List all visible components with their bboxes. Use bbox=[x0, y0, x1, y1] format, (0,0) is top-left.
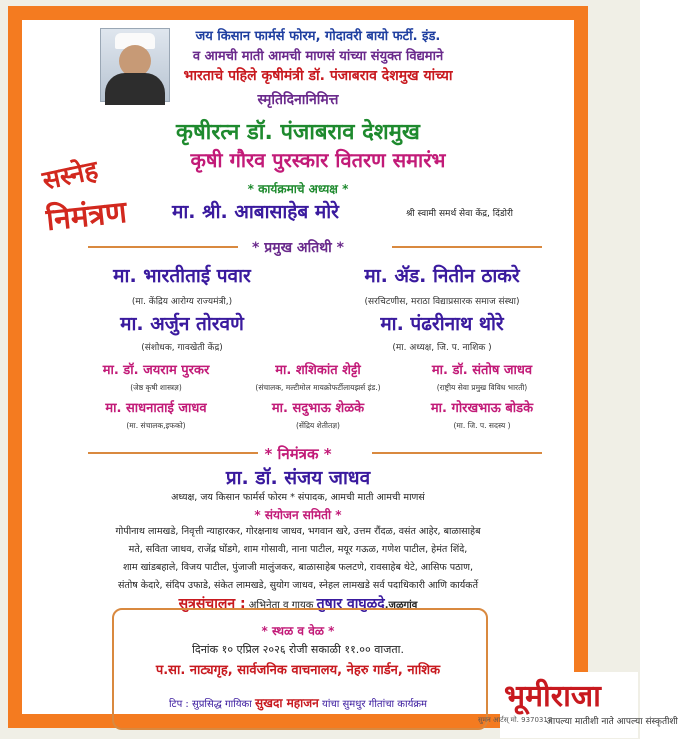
guest-card: मा. शशिकांत शेट्टी (संचालक, मल्टीमोल मायक्रोफर्टीलायझर्स इंड.) bbox=[255, 363, 381, 392]
guest-card: मा. गोरखभाऊ बोडके (मा. जि. प. सदस्य ) bbox=[430, 401, 534, 430]
president-org: श्री स्वामी समर्थ सेवा केंद्र, दिंडोरी bbox=[406, 209, 514, 219]
divider-right bbox=[372, 452, 542, 454]
inviter-role: अध्यक्ष, जय किसान फार्मर्स फोरम * संपादक, आमची माती आमची माणसं bbox=[171, 492, 425, 503]
committee-heading: * संयोजन समिती * bbox=[254, 508, 342, 522]
venue-date: दिनांक १० एप्रिल २०२६ रोजी सकाळी ११.०० वाजता. bbox=[192, 643, 404, 656]
committee-line: मते, सविता जाधव, राजेंद्र घोंडगे, शाम गोसावी, नाना पाटील, मयूर गऊळ, गणेश पाटील, हेमंत शिंदे, bbox=[128, 544, 468, 555]
president-heading: * कार्यक्रमाचे अध्यक्ष * bbox=[247, 182, 349, 196]
committee-line: संतोष केदारे, संदिप उफाडे, संकेत लामखडे, सुयोग जाधव, स्नेहल लामखडे सर्व पदाधिकारी आणि कार्यकर्ते bbox=[117, 580, 478, 591]
anchor-place: ,जळगांव bbox=[384, 600, 418, 611]
header-line-1: जय किसान फार्मर्स फोरम, गोदावरी बायो फर्टी. इंड. bbox=[195, 29, 441, 44]
anchor-label: सुत्रसंचालन : bbox=[178, 596, 246, 612]
guest-card: मा. सदुभाऊ शेळके (सेंद्रिय शेतीतज्ञ) bbox=[271, 401, 365, 430]
guest-card: मा. साधनाताई जाधव (मा. संचालक,इफको) bbox=[105, 401, 207, 430]
header-line-2: व आमची माती आमची माणसं यांच्या संयुक्त विद्यमाने bbox=[192, 49, 444, 64]
committee-line: शाम खांडबहाले, विजय पाटील, पुंजाजी मालुंजकर, बाळासाहेब फलटणे, रावसाहेब थेटे, आसिफ पठाण, bbox=[122, 562, 474, 573]
guest-card: मा. डॉ. जयराम पुरकर (जेष्ठ कृषी शास्त्रज्ञ) bbox=[102, 363, 210, 392]
inviter-heading: * निमंत्रक * bbox=[264, 445, 332, 463]
committee-line: गोपीनाथ लामखडे, निवृत्ती न्याहारकर, गोरक्षनाथ जाधव, भगवान खरे, उत्तम रौंदळ, वसंत आहेर, बाळासाहेब bbox=[115, 526, 481, 537]
venue-note: टिप : सुप्रसिद्ध गायिका सुखदा महाजन यांचा सुमधुर गीतांचा कार्यक्रम bbox=[168, 696, 428, 710]
guest-card: मा. अर्जुन तोरवणे (संशोधक, गावखेती केंद्र) bbox=[120, 313, 244, 353]
bhumiraja-logo: भूमीराजा आपल्या मातीशी नाते आपल्या संस्कृतीशी bbox=[500, 672, 638, 738]
header-line-4: स्मृतिदिनानिमित्त bbox=[257, 92, 339, 108]
venue-heading: * स्थळ व वेळ * bbox=[261, 624, 335, 638]
anchor-name: तुषार वाघुळदे bbox=[316, 596, 385, 612]
guest-card: मा. भारतीताई पवार (मा. केंद्रिय आरोग्य राज्यमंत्री,) bbox=[113, 265, 251, 307]
venue-place: प.सा. नाट्यगृह, सार्वजनिक वाचनालय, नेहरु गार्डन, नाशिक bbox=[155, 663, 441, 678]
president-name: मा. श्री. आबासाहेब मोरे bbox=[172, 201, 339, 223]
award-title: कृषीरत्न डॉ. पंजाबराव देशमुख bbox=[176, 120, 420, 145]
guest-card: मा. डॉ. संतोष जाधव (राष्ट्रीय सेवा प्रमुख विविध भारती) bbox=[431, 363, 533, 392]
event-title: कृषी गौरव पुरस्कार वितरण समारंभ bbox=[190, 148, 446, 172]
credit-text: सुमन आर्टस् मो. 9370317 bbox=[478, 716, 553, 724]
invitation-card bbox=[8, 6, 588, 728]
divider-right bbox=[392, 246, 542, 248]
header-line-3: भारताचे पहिले कृषीमंत्री डॉ. पंजाबराव देशमुख यांच्या bbox=[183, 68, 453, 84]
invitation-content bbox=[22, 20, 574, 714]
invitation-stamp-calligraphy: सस्नेह निमंत्रण bbox=[39, 155, 129, 239]
guest-card: मा. ॲड. नितीन ठाकरे (सरचिटणीस, मराठा विद्याप्रसारक समाज संस्था) bbox=[364, 265, 520, 307]
anchor-desc: अभिनेता व गायक bbox=[248, 600, 314, 611]
chief-guest-heading: * प्रमुख अतिथी * bbox=[252, 240, 344, 256]
guest-card: मा. पंढरीनाथ थोरे (मा. अध्यक्ष, जि. प. नाशिक ) bbox=[380, 313, 504, 353]
inviter-name: प्रा. डॉ. संजय जाधव bbox=[225, 467, 371, 489]
